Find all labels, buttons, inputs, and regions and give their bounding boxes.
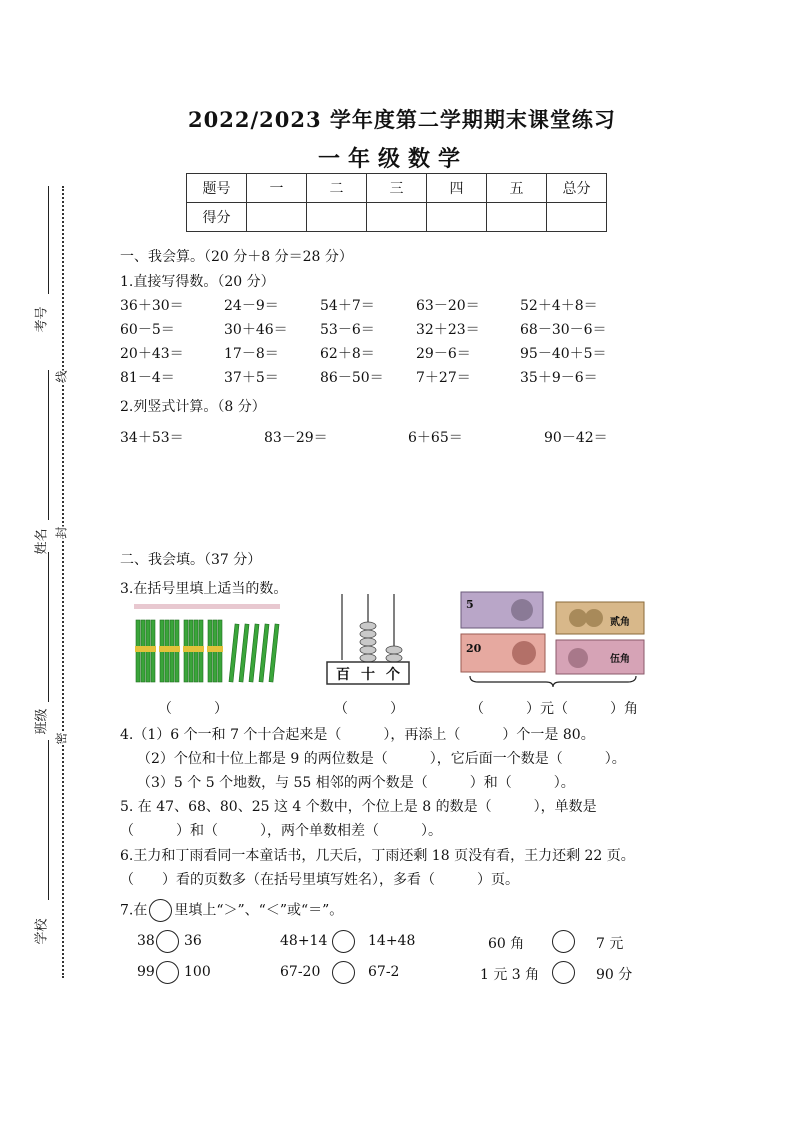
q1-title: 1.直接写得数。（20 分） [120, 274, 275, 290]
score-cell: 二 [307, 174, 367, 203]
q7-right: 90 分 [596, 967, 633, 983]
q7-left: 1 元 3 角 [480, 967, 540, 983]
q6-2: （ ）看的页数多（在括号里填写姓名），多看（ ）页。 [120, 872, 519, 888]
q3-blank-money[interactable]: （ ）元（ ）角 [470, 701, 638, 717]
q7-right: 7 元 [596, 936, 624, 952]
abacus-label-shi: 十 [361, 667, 375, 683]
score-cell: 三 [367, 174, 427, 203]
q1-item: 32＋23＝ [416, 322, 480, 338]
q1-item: 30＋46＝ [224, 322, 288, 338]
q1-item: 68－30－6＝ [520, 322, 607, 338]
score-cell: 五 [487, 174, 547, 203]
score-input-cell[interactable] [307, 203, 367, 232]
q7-right: 36 [184, 933, 202, 949]
q1-item: 53－6＝ [320, 322, 375, 338]
q7-left: 60 角 [488, 936, 525, 952]
section1-heading: 一、我会算。（20 分＋8 分＝28 分） [120, 249, 353, 265]
abacus-label-bai: 百 [336, 667, 350, 683]
circle-icon [149, 899, 172, 922]
kaohao-line [48, 186, 49, 294]
score-table-score-row [187, 203, 607, 232]
q1-item: 63－20＝ [416, 298, 480, 314]
q7-left: 48+14 [280, 933, 328, 949]
brace-icon [468, 674, 638, 688]
section2-heading: 二、我会填。（37 分） [120, 552, 262, 568]
q5-2: （ ）和（ ），两个单数相差（ ）。 [120, 823, 442, 839]
kaohao-label: 考号 [34, 306, 50, 333]
compare-circle[interactable] [552, 930, 575, 953]
banknote-label-erjiao: 贰角 [610, 617, 630, 628]
score-table-header-row [187, 174, 607, 203]
q3-blank-abacus[interactable]: （ ） [334, 701, 404, 717]
compare-circle[interactable] [156, 930, 179, 953]
score-cell: 一 [247, 174, 307, 203]
abacus-label-ge: 个 [386, 667, 400, 683]
q1-item: 52＋4＋8＝ [520, 298, 598, 314]
q1-item: 62＋8＝ [320, 346, 375, 362]
score-table [186, 173, 607, 232]
q7-left: 38 [137, 933, 155, 949]
xuexiao-label: 学校 [34, 918, 50, 945]
page-title: 2022/2023 学年度第二学期期末课堂练习 [188, 107, 616, 132]
q7-suffix: 里填上“＞”、“＜”或“＝”。 [174, 902, 344, 919]
q1-item: 35＋9－6＝ [520, 370, 598, 386]
q7-right: 100 [184, 964, 211, 980]
score-cell: 得分 [187, 203, 247, 232]
q1-item: 95－40＋5＝ [520, 346, 607, 362]
q2-item: 90－42＝ [544, 430, 608, 446]
score-input-cell[interactable] [367, 203, 427, 232]
q1-item: 60－5＝ [120, 322, 175, 338]
xingming-label: 姓名 [34, 528, 50, 555]
q2-item: 34＋53＝ [120, 430, 184, 446]
xuexiao-line [48, 740, 49, 900]
q1-item: 17－8＝ [224, 346, 279, 362]
q3-title: 3.在括号里填上适当的数。 [120, 581, 288, 597]
q7-title [120, 899, 343, 922]
compare-circle[interactable] [552, 961, 575, 984]
score-cell: 四 [427, 174, 487, 203]
compare-circle[interactable] [156, 961, 179, 984]
score-input-cell[interactable] [487, 203, 547, 232]
q7-left: 99 [137, 964, 155, 980]
q1-item: 54＋7＝ [320, 298, 375, 314]
q1-item: 29－6＝ [416, 346, 471, 362]
q5-1: 5. 在 47、68、80、25 这 4 个数中，个位上是 8 的数是（ ），单数是 [120, 799, 597, 815]
q1-item: 37＋5＝ [224, 370, 279, 386]
q2-item: 83－29＝ [264, 430, 328, 446]
q1-item: 86－50＝ [320, 370, 384, 386]
mi-label: 密 [54, 732, 69, 745]
q7-left: 67-20 [280, 964, 321, 980]
page-subtitle: 一年级数学 [318, 147, 469, 172]
score-input-cell[interactable] [547, 203, 607, 232]
q3-blank-sticks[interactable]: （ ） [158, 701, 228, 717]
q1-item: 24－9＝ [224, 298, 279, 314]
q4-1: 4.（1）6 个一和 7 个十合起来是（ ），再添上（ ）个一是 80。 [120, 727, 595, 743]
xingming-line [48, 370, 49, 520]
q7-right: 14+48 [368, 933, 416, 949]
q4-2: （2）个位和十位上都是 9 的两位数是（ ），它后面一个数是（ ）。 [137, 751, 626, 767]
banknote-label-20: 20 [466, 642, 482, 655]
q2-title: 2.列竖式计算。（8 分） [120, 399, 266, 415]
q6-1: 6.王力和丁雨看同一本童话书，几天后，丁雨还剩 18 页没有看，王力还剩 22 页。 [120, 848, 635, 864]
score-input-cell[interactable] [247, 203, 307, 232]
q1-item: 36＋30＝ [120, 298, 184, 314]
seal-dotted-line [62, 186, 64, 978]
compare-circle[interactable] [332, 961, 355, 984]
score-input-cell[interactable] [427, 203, 487, 232]
q1-item: 81－4＝ [120, 370, 175, 386]
q4-3: （3）5 个 5 个地数，与 55 相邻的两个数是（ ）和（ ）。 [137, 775, 575, 791]
compare-circle[interactable] [332, 930, 355, 953]
q7-right: 67-2 [368, 964, 400, 980]
banknote-label-5: 5 [466, 598, 474, 611]
banknote-label-wujiao: 伍角 [610, 654, 630, 665]
xian-label: 线 [54, 370, 69, 383]
q1-item: 7＋27＝ [416, 370, 471, 386]
score-cell: 总分 [547, 174, 607, 203]
score-cell: 题号 [187, 174, 247, 203]
counting-sticks-image [134, 604, 280, 686]
q2-item: 6＋65＝ [408, 430, 463, 446]
banji-label: 班级 [34, 708, 50, 735]
q1-item: 20＋43＝ [120, 346, 184, 362]
banji-line [48, 552, 49, 702]
q7-prefix: 7.在 [120, 902, 148, 919]
feng-label: 封 [54, 526, 69, 539]
